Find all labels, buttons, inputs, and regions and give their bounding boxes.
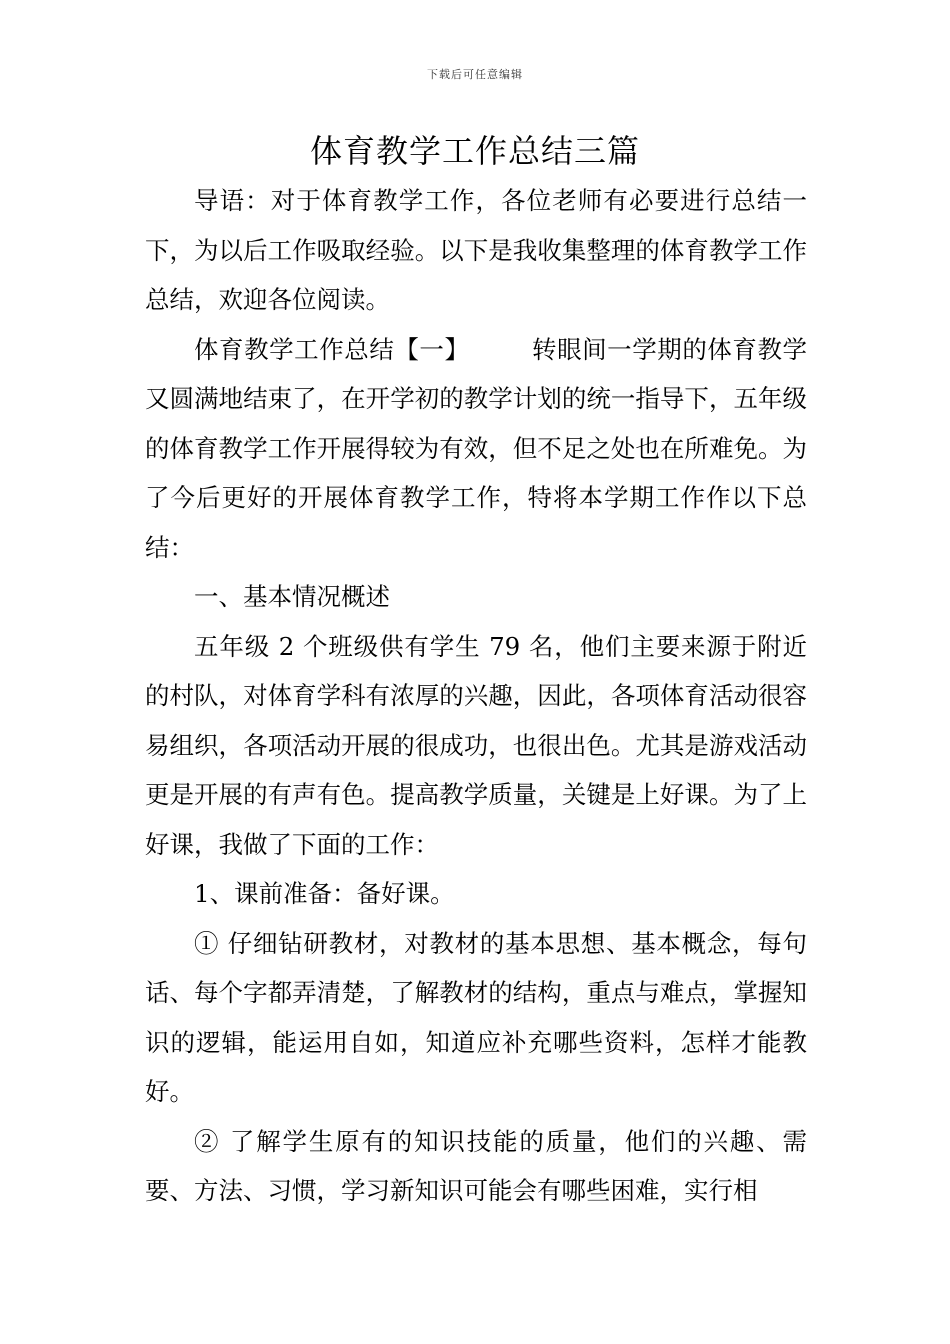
subheading-basic-overview: 一、基本情况概述 <box>194 582 390 611</box>
page-title: 体育教学工作总结三篇 <box>309 132 640 170</box>
document-body <box>145 176 807 1216</box>
students-paragraph: 五年级 2 个班级供有学生 79 名，他们主要来源于附近的村队，对体育学科有浓厚的兴趣，因此，各项体育活动很容易组织，各项活动开展的很成功，也很出色。尤其是游戏活动更是开展的有声有色。提高教学质量，关键是上好课。为了上好课，我做了下面的工作： <box>145 631 807 859</box>
study-materials-paragraph: ① 仔细钻研教材，对教材的基本思想、基本概念，每句话、每个字都弄清楚，了解教材的结构，重点与难点，掌握知识的逻辑，能运用自如，知道应补充哪些资料，怎样才能教好。 <box>145 928 807 1106</box>
section-one-heading: 体育教学工作总结【一】 <box>194 334 470 364</box>
section-one-paragraph <box>145 325 807 573</box>
intro-paragraph: 导语：对于体育教学工作，各位老师有必要进行总结一下，为以后工作吸取经验。以下是我收集整理的体育教学工作总结，欢迎各位阅读。 <box>145 186 807 314</box>
lesson-prep-heading: 1、课前准备：备好课。 <box>194 879 455 908</box>
section-one-text: 转眼间一学期的体育教学又圆满地结束了，在开学初的教学计划的统一指导下，五年级的体育教学工作开展得较为有效，但不足之处也在所难免。为了今后更好的开展体育教学工作，特将本学期工作作以下总结： <box>145 334 807 562</box>
header-note: 下载后可任意编辑 <box>427 68 523 81</box>
understand-students-paragraph: ② 了解学生原有的知识技能的质量，他们的兴趣、需要、方法、习惯，学习新知识可能会有哪些困难，实行相 <box>145 1126 807 1205</box>
